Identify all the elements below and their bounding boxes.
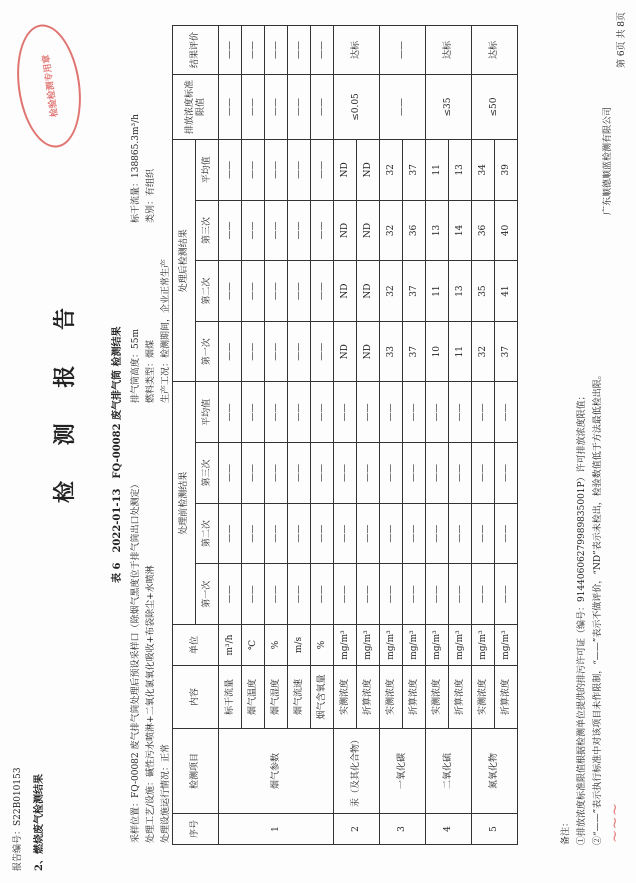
- cell-after-value: 37: [403, 140, 426, 201]
- cell-after-value: ——: [242, 321, 265, 382]
- report-number: 报告编号：S22B010153: [13, 767, 23, 871]
- cell-after-value: ND: [334, 140, 357, 201]
- cell-before-value: ——: [380, 564, 403, 625]
- cell-after-value: ——: [242, 140, 265, 201]
- doc-title: 检 测 报 告: [52, 294, 78, 503]
- cell-content: 实测浓度: [334, 666, 357, 729]
- cell-content: 折算浓度: [403, 666, 426, 729]
- cell-before-value: ——: [403, 564, 426, 625]
- cell-before-value: ——: [403, 382, 426, 443]
- cell-before-value: ——: [334, 503, 357, 564]
- standard-flow: 标干流量：138865.3m³/h: [131, 114, 141, 223]
- cell-before-value: ——: [288, 503, 311, 564]
- cell-after-value: ——: [265, 140, 288, 201]
- cell-eval: ——: [380, 26, 426, 75]
- cell-limit: ——: [380, 75, 426, 140]
- row-item: 氮氧化物: [472, 729, 518, 814]
- cell-limit: ≤50: [472, 75, 518, 140]
- row-item: 二氧化硫: [426, 729, 472, 814]
- cell-content: 折算浓度: [449, 666, 472, 729]
- cell-content: 烟气含氧量: [311, 666, 334, 729]
- cell-after-value: 13: [449, 140, 472, 201]
- row-number: 4: [426, 814, 472, 845]
- stack-height: 排气筒高度：55m: [131, 329, 141, 403]
- cell-limit: ——: [288, 75, 311, 140]
- cell-before-value: ——: [380, 382, 403, 443]
- cell-before-value: ——: [288, 443, 311, 504]
- cell-after-value: 37: [403, 261, 426, 322]
- header-after-second: 第二次: [196, 261, 219, 322]
- cell-before-value: ——: [242, 564, 265, 625]
- cell-before-value: ——: [426, 564, 449, 625]
- cell-before-value: ——: [426, 503, 449, 564]
- cell-after-value: ——: [219, 261, 242, 322]
- cell-content: 实测浓度: [380, 666, 403, 729]
- cell-after-value: 41: [495, 261, 518, 322]
- table-row: [219, 26, 242, 845]
- cell-after-value: ——: [219, 321, 242, 382]
- table-row: [472, 26, 495, 845]
- cell-limit: ——: [311, 75, 334, 140]
- table-row: [334, 26, 357, 845]
- cell-before-value: ——: [495, 503, 518, 564]
- cell-before-value: ——: [403, 503, 426, 564]
- cell-after-value: 10: [426, 321, 449, 382]
- cell-before-value: ——: [288, 382, 311, 443]
- row-number: 5: [472, 814, 518, 845]
- cell-after-value: ND: [334, 261, 357, 322]
- cell-limit: ——: [219, 75, 242, 140]
- cell-before-value: ——: [242, 503, 265, 564]
- cell-limit: ——: [265, 75, 288, 140]
- cell-before-value: ——: [357, 564, 380, 625]
- cell-unit: %: [311, 625, 334, 666]
- cell-after-value: ND: [357, 140, 380, 201]
- cell-after-value: ——: [219, 140, 242, 201]
- cell-after-value: 32: [380, 140, 403, 201]
- header-before: 处理前检测结果: [173, 382, 196, 625]
- cell-after-value: ND: [357, 261, 380, 322]
- cell-eval: 达标: [472, 26, 518, 75]
- cell-content: 标干流量: [219, 666, 242, 729]
- cell-after-value: ——: [288, 321, 311, 382]
- facility-status: 处理设施运行情况：正常: [161, 743, 171, 843]
- cell-before-value: ——: [219, 564, 242, 625]
- cell-eval: ——: [265, 26, 288, 75]
- cell-after-value: ——: [311, 261, 334, 322]
- cell-unit: mg/m³: [334, 625, 357, 666]
- cell-after-value: 34: [472, 140, 495, 201]
- row-item: 汞（及其化合物）: [334, 729, 380, 814]
- row-item: 烟气参数: [219, 729, 334, 814]
- header-after-first: 第一次: [196, 321, 219, 382]
- cell-before-value: ——: [472, 503, 495, 564]
- cell-unit: mg/m³: [380, 625, 403, 666]
- table-row: [495, 26, 518, 845]
- cell-after-value: ——: [265, 200, 288, 261]
- section-title: 2、燃烧废气检测结果: [34, 774, 45, 871]
- cell-before-value: ——: [288, 564, 311, 625]
- cell-after-value: 36: [472, 200, 495, 261]
- cell-unit: mg/m³: [357, 625, 380, 666]
- cell-after-value: 40: [495, 200, 518, 261]
- cell-eval: ——: [242, 26, 265, 75]
- cell-after-value: ND: [334, 321, 357, 382]
- cell-before-value: ——: [357, 503, 380, 564]
- row-item: 一氧化碳: [380, 729, 426, 814]
- cell-after-value: 39: [495, 140, 518, 201]
- cell-after-value: 32: [472, 321, 495, 382]
- cell-before-value: ——: [449, 443, 472, 504]
- notes-label: 备注：: [561, 817, 571, 845]
- cell-unit: mg/m³: [449, 625, 472, 666]
- cell-unit: m³/h: [219, 625, 242, 666]
- header-before-third: 第三次: [196, 443, 219, 504]
- cell-before-value: ——: [219, 503, 242, 564]
- cell-after-value: ——: [311, 200, 334, 261]
- table-row: [380, 26, 403, 845]
- cell-content: 实测浓度: [472, 666, 495, 729]
- cell-unit: ℃: [242, 625, 265, 666]
- cell-content: 折算浓度: [495, 666, 518, 729]
- cell-before-value: ——: [403, 443, 426, 504]
- table-row: [265, 26, 288, 845]
- cell-after-value: 11: [449, 321, 472, 382]
- header-eval: 结果评价: [173, 26, 219, 75]
- cell-content: 折算浓度: [357, 666, 380, 729]
- cell-before-value: ——: [449, 564, 472, 625]
- cell-before-value: ——: [265, 503, 288, 564]
- row-number: 1: [219, 814, 334, 845]
- cell-content: 实测浓度: [426, 666, 449, 729]
- cell-before-value: ——: [219, 443, 242, 504]
- cell-after-value: ——: [219, 200, 242, 261]
- cell-eval: ——: [219, 26, 242, 75]
- header-limit: 排放浓度标准限值: [173, 75, 219, 140]
- handwritten-mark: ~~~: [605, 802, 624, 843]
- table-row: [357, 26, 380, 845]
- cell-before-value: ——: [380, 443, 403, 504]
- table-header-row: [173, 26, 196, 845]
- cell-before-value: ——: [219, 382, 242, 443]
- cell-after-value: ND: [334, 200, 357, 261]
- cell-before-value: ——: [311, 503, 334, 564]
- cell-after-value: ——: [288, 200, 311, 261]
- table-row: [311, 26, 334, 845]
- table-row: [426, 26, 449, 845]
- sampling-position: 采样位置：FQ-00082 废气排气筒处理后预设采样口（除烟气黑度位于排气筒出口处测定）: [131, 479, 141, 843]
- cell-after-value: ——: [311, 140, 334, 201]
- cell-before-value: ——: [311, 564, 334, 625]
- header-after-avg: 平均值: [196, 140, 219, 201]
- cell-after-value: 11: [426, 140, 449, 201]
- cell-eval: 达标: [334, 26, 380, 75]
- cell-after-value: ——: [288, 261, 311, 322]
- cell-before-value: ——: [265, 443, 288, 504]
- cell-before-value: ——: [449, 382, 472, 443]
- cell-before-value: ——: [311, 382, 334, 443]
- cell-before-value: ——: [334, 382, 357, 443]
- header-content: 内容: [173, 666, 219, 729]
- cell-before-value: ——: [380, 503, 403, 564]
- cell-after-value: ——: [288, 140, 311, 201]
- table-row: [288, 26, 311, 845]
- page-number: 第 6页 共 8页: [617, 11, 627, 68]
- note-2: ②“——”表示执行标准中对该项目未作限制，“——”表示不做评价，“ND”表示未检出，检验数值低于方法最低检出限。: [593, 370, 603, 845]
- table-row: [449, 26, 472, 845]
- cell-content: 烟气流速: [288, 666, 311, 729]
- header-unit: 单位: [173, 625, 219, 666]
- cell-before-value: ——: [265, 564, 288, 625]
- cell-before-value: ——: [334, 443, 357, 504]
- row-number: 3: [380, 814, 426, 845]
- cell-before-value: ——: [495, 382, 518, 443]
- cell-after-value: 36: [403, 200, 426, 261]
- cell-after-value: 33: [380, 321, 403, 382]
- cell-before-value: ——: [357, 443, 380, 504]
- cell-unit: %: [265, 625, 288, 666]
- cell-before-value: ——: [311, 443, 334, 504]
- cell-after-value: 13: [426, 200, 449, 261]
- cell-after-value: 11: [426, 261, 449, 322]
- cell-after-value: ND: [357, 321, 380, 382]
- cell-eval: ——: [288, 26, 311, 75]
- cell-before-value: ——: [472, 443, 495, 504]
- cell-after-value: 37: [403, 321, 426, 382]
- process-facility: 处理工艺/设施：碱性污水喷淋+二氧化氯氧化吸收+布袋除尘+水喷淋: [146, 565, 156, 843]
- cell-limit: ≤0.05: [334, 75, 380, 140]
- cell-before-value: ——: [242, 443, 265, 504]
- row-number: 2: [334, 814, 380, 845]
- cell-before-value: ——: [472, 382, 495, 443]
- cell-content: 烟气湿度: [265, 666, 288, 729]
- header-before-second: 第二次: [196, 503, 219, 564]
- cell-eval: ——: [311, 26, 334, 75]
- official-seal: 检验检测专用章: [10, 20, 89, 151]
- cell-after-value: ——: [242, 200, 265, 261]
- cell-limit: ≤35: [426, 75, 472, 140]
- production-condition: 生产工况：检测期间，企业正常生产: [161, 258, 171, 403]
- table-row: [403, 26, 426, 845]
- table-row: [242, 26, 265, 845]
- cell-content: 烟气温度: [242, 666, 265, 729]
- fuel-type: 燃料类型：烟煤: [146, 339, 156, 403]
- cell-before-value: ——: [242, 382, 265, 443]
- cell-before-value: ——: [472, 564, 495, 625]
- cell-unit: mg/m³: [495, 625, 518, 666]
- note-1: ①排放浓度标准限值根据检测单位提供的排污许可证（编号：91440606279989835001P）许可排放浓度限值；: [577, 391, 587, 845]
- header-after: 处理后检测结果: [173, 140, 196, 383]
- header-before-first: 第一次: [196, 564, 219, 625]
- company-header: 广东顺德顺蓝检测有限公司: [603, 106, 613, 215]
- header-item: 检测项目: [173, 729, 219, 814]
- cell-after-value: ——: [265, 261, 288, 322]
- cell-after-value: ——: [242, 261, 265, 322]
- cell-eval: 达标: [426, 26, 472, 75]
- cell-after-value: 32: [380, 200, 403, 261]
- cell-before-value: ——: [426, 443, 449, 504]
- header-no: 序号: [173, 814, 219, 845]
- category: 类别：有组织: [146, 168, 156, 223]
- cell-after-value: 35: [472, 261, 495, 322]
- cell-unit: mg/m³: [472, 625, 495, 666]
- header-after-third: 第三次: [196, 200, 219, 261]
- cell-after-value: ——: [311, 321, 334, 382]
- cell-unit: m/s: [288, 625, 311, 666]
- cell-before-value: ——: [426, 382, 449, 443]
- cell-after-value: ND: [357, 200, 380, 261]
- results-table: [172, 25, 518, 845]
- cell-after-value: 14: [449, 200, 472, 261]
- cell-unit: mg/m³: [403, 625, 426, 666]
- cell-after-value: ——: [265, 321, 288, 382]
- cell-before-value: ——: [357, 382, 380, 443]
- cell-before-value: ——: [265, 382, 288, 443]
- cell-after-value: 13: [449, 261, 472, 322]
- cell-before-value: ——: [449, 503, 472, 564]
- cell-after-value: 37: [495, 321, 518, 382]
- header-before-avg: 平均值: [196, 382, 219, 443]
- cell-limit: ——: [242, 75, 265, 140]
- cell-after-value: 32: [380, 261, 403, 322]
- cell-unit: mg/m³: [426, 625, 449, 666]
- cell-before-value: ——: [495, 443, 518, 504]
- cell-before-value: ——: [495, 564, 518, 625]
- table-title: 表 6 2022-01-13 FQ-00082 废气排气筒 检测结果: [112, 326, 123, 583]
- cell-before-value: ——: [334, 564, 357, 625]
